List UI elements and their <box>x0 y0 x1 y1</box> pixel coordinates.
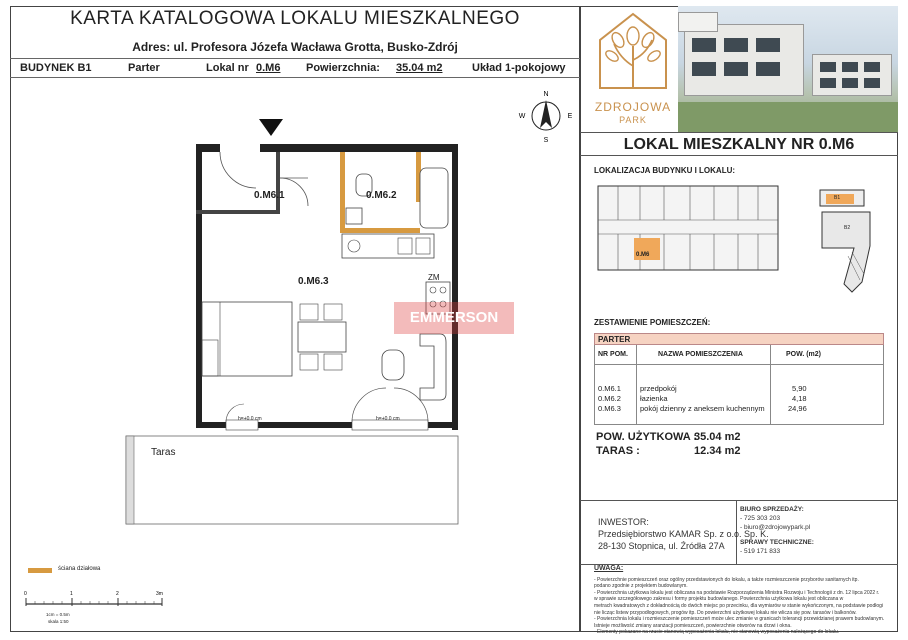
site-plan <box>812 186 884 298</box>
note-line: - Powierzchnia użytkowa lokalu jest obliczana na podstawie Rozporządzenia Ministra Rozwoju i Technologii z dn. 12 lipca 2022 r. <box>594 589 880 596</box>
notes-title: UWAGA: <box>594 565 624 572</box>
col-header-name: NAZWA POMIESZCZENIA <box>658 351 743 358</box>
tree-logo-icon <box>590 10 676 94</box>
note-line: - Elementy pokazane na rzucie stanowią wyposażenia lokalu, nie stanowią wyposażenia należącego do lokalu. <box>594 629 840 636</box>
entrance-gap <box>220 144 260 152</box>
note-line: nie licząc listew przypodłogowych, progów itp. Do powierzchni użytkowej lokalu nie wlicza się pow. tarasów i balkonów. <box>594 609 857 616</box>
address: Adres: ul. Profesora Józefa Wacława Grotta, Busko-Zdrój <box>132 40 458 54</box>
window-height-1: h=+0.0 cm <box>238 416 262 422</box>
scale-tick-2: 2 <box>116 591 119 597</box>
compass-e: E <box>567 113 573 120</box>
note-line: podano zgodnie z projektem budowlanym. <box>594 583 688 590</box>
scale-ratio: skala 1:50 <box>48 619 69 624</box>
scale-tick-1: 1 <box>70 591 73 597</box>
zm-label: ZM <box>428 273 440 282</box>
floor: Parter <box>128 62 160 74</box>
page-title: KARTA KATALOGOWA LOKALU MIESZKALNEGO <box>70 8 520 29</box>
room-label-0m63: 0.M6.3 <box>298 276 329 287</box>
outer-wall-bottom-left <box>196 422 226 428</box>
legend-swatch <box>28 568 52 573</box>
area-label: Powierzchnia: <box>306 62 380 74</box>
partition-hall-right <box>276 152 280 214</box>
unit-value: 0.M6 <box>256 62 281 74</box>
sales-phone: - 725 303 203 <box>740 515 781 522</box>
site-plan-b1-label: B1 <box>834 195 841 201</box>
rooms-summary-label: ZESTAWIENIE POMIESZCZEŃ: <box>594 318 711 327</box>
lokal-title: LOKAL MIESZKALNY NR 0.M6 <box>580 132 898 156</box>
compass-s: S <box>543 137 549 144</box>
window-height-2: h=+0.0 cm <box>376 416 400 422</box>
contacts-block <box>740 505 814 556</box>
unit-label: Lokal nr <box>206 62 249 74</box>
table-row-2-no: 0.M6.3 <box>598 404 621 413</box>
scale-tick-3: 3m <box>156 591 163 597</box>
outer-wall-bottom-right <box>428 422 458 428</box>
note-line: Istnieje możliwość zmiany aranżacji pomieszczeń, powierzchnie otworów na drzwi i okna. <box>594 622 792 629</box>
legend-wall-label: ściana działowa <box>58 566 101 572</box>
note-line: w sprawie szczegółowego zakresu i formy projektu budowlanego. Powierzchnia użytkowa lokalu jest obliczana w <box>594 596 844 603</box>
location-label: LOKALIZACJA BUDYNKU I LOKALU: <box>594 166 736 175</box>
watermark: EMMERSON <box>394 302 514 334</box>
scale-tick-0: 0 <box>24 591 27 597</box>
compass-n: N <box>543 91 549 98</box>
building: BUDYNEK B1 <box>20 62 92 74</box>
room-label-0m62: 0.M6.2 <box>366 190 397 201</box>
col-header-no: NR POM. <box>598 351 628 358</box>
terrace-area-value: 12.34 m2 <box>694 445 741 457</box>
terrace-area-label: TARAS : <box>596 445 640 457</box>
investor-label: INWESTOR: <box>598 517 649 527</box>
bath-wall-left <box>340 152 345 232</box>
table-row-2-area: 24,96 <box>788 404 807 413</box>
partition-hall-bottom <box>196 210 278 214</box>
scale-bar <box>22 586 172 610</box>
key-plan-unit-label: 0.M6 <box>636 252 650 258</box>
note-line: - Powierzchnie pomieszczeń oraz ogólny przedstawionych do lokalu, a także rozmieszczenie przyborów sanitarnych itp. <box>594 576 859 583</box>
table-row-2-name: pokój dzienny z aneksem kuchennym <box>640 404 765 413</box>
sofa <box>420 334 446 400</box>
room-label-0m61: 0.M6.1 <box>254 190 285 201</box>
layout: Układ 1-pokojowy <box>472 62 566 74</box>
investor-line1: Przedsiębiorstwo KAMAR Sp. z o.o. Sp. K. <box>598 529 769 539</box>
note-line: metrach kwadratowych z dokładnością do dwóch miejsc po przecinku, dla wymiarów w stanie wykończonym, na podstawie podłogi <box>594 602 884 609</box>
brand-logo <box>590 10 676 130</box>
usable-area-label: POW. UŻYTKOWA : <box>596 431 698 443</box>
compass-w: W <box>518 113 526 120</box>
outer-wall-right <box>452 144 458 430</box>
brand-name-line2: PARK <box>619 115 647 125</box>
site-plan-b2-label: B2 <box>844 225 851 231</box>
table-row-0-name: przedpokój <box>640 384 677 393</box>
notes-block <box>594 566 894 636</box>
tech-phone: - 519 171 833 <box>740 548 781 555</box>
table-row-0-area: 5,90 <box>792 384 807 393</box>
sales-label: BIURO SPRZEDAŻY: <box>740 506 804 513</box>
table-row-1-area: 4,18 <box>792 394 807 403</box>
investor-line2: 28-130 Stopnica, ul. Źródła 27A <box>598 541 725 551</box>
note-line: - Powierzchnia lokalu i rozmieszczenie pomieszczeń może ulec zmianie w granicach tolerancji przewidzianej prawem budowlanym. <box>594 616 885 623</box>
kitchen-counter <box>342 234 434 258</box>
key-plan <box>594 180 784 276</box>
area-value: 35.04 m2 <box>396 62 443 74</box>
floor-section-bar: PARTER <box>594 333 884 345</box>
brand-name-line1: ZDROJOWA <box>594 100 672 114</box>
bathtub <box>420 168 448 228</box>
terrace-label: Taras <box>151 447 176 458</box>
compass-icon <box>516 88 576 146</box>
bath-wall-bottom <box>340 228 420 233</box>
terrace <box>126 436 458 524</box>
table-row-1-no: 0.M6.2 <box>598 394 621 403</box>
tech-label: SPRAWY TECHNICZNE: <box>740 539 814 546</box>
info-bar <box>10 58 580 78</box>
outer-wall-left <box>196 144 202 428</box>
entrance-arrow-icon <box>258 118 284 138</box>
armchair <box>382 350 404 380</box>
washbasin <box>346 208 362 224</box>
building-rendering <box>678 6 898 132</box>
usable-area-value: 35.04 m2 <box>694 431 741 443</box>
outer-wall-bottom-mid <box>258 422 352 428</box>
table-row-0-no: 0.M6.1 <box>598 384 621 393</box>
col-header-area: POW. (m2) <box>786 351 822 358</box>
sales-email[interactable]: - biuro@zdrojowypark.pl <box>740 524 811 531</box>
scale-caption: 1cm = 0.5m <box>46 612 70 617</box>
bed <box>202 302 292 376</box>
table-row-1-name: łazienka <box>640 394 668 403</box>
dining-table <box>298 322 346 352</box>
